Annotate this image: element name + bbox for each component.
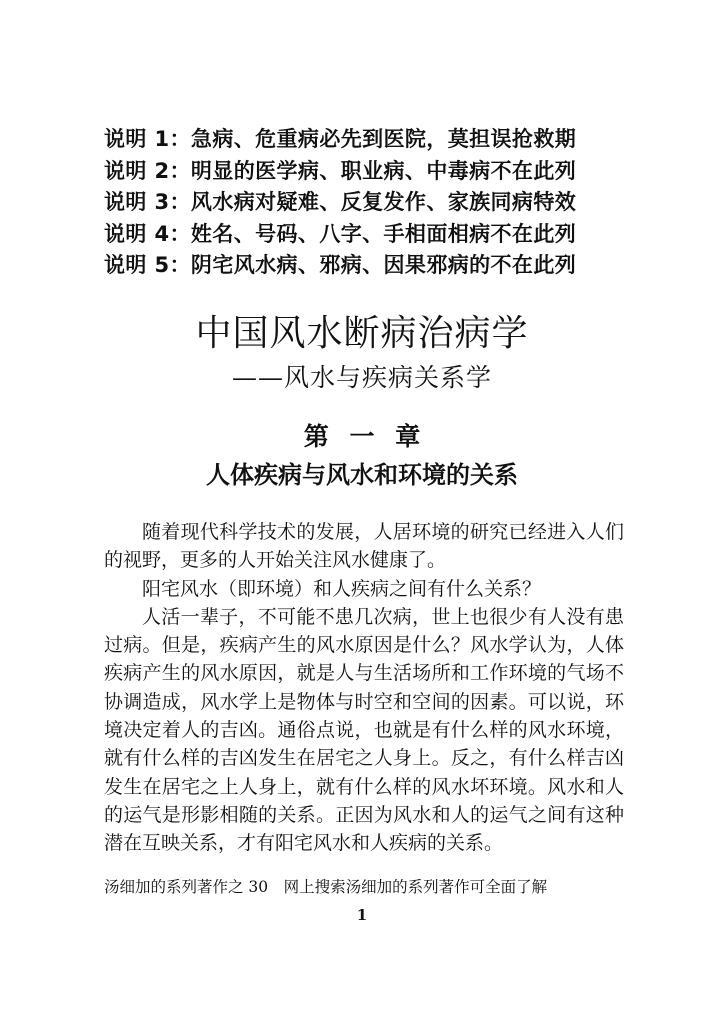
paragraph-3: 人活一辈子，不可能不患几次病，世上也很少有人没有患过病。但是，疾病产生的风水原因是什么？风水学认为，人体疾病产生的风水原因，就是人与生活场所和工作环境的气场不协调造成，风水学上是物体与时空和空间的因素。可以说，环境决定着人的吉凶。通俗点说，也就是有什么样的风水环境，就有什么样的吉凶发生在居宅之人身上。反之，有什么样吉凶发生在居宅之上人身上，就有什么样的风水坏环境。风水和人的运气是形影相随的关系。正因为风水和人的运气之间有这种潜在互映关系，才有阳宅风水和人疾病的关系。 [104, 605, 624, 855]
paragraph-1: 随着现代科学技术的发展，人居环境的研究已经进入人们的视野，更多的人开始关注风水健康了。 [104, 521, 624, 572]
book-title: 中国风水断病治病学 [195, 313, 529, 354]
disclaimer-notes [104, 124, 624, 282]
note-4: 说明 4：姓名、号码、八字、手相面相病不在此列 [104, 221, 577, 246]
note-1: 说明 1：急病、危重病必先到医院，莫担误抢救期 [104, 127, 577, 151]
chapter-body [104, 518, 624, 858]
book-subtitle: ——风水与疾病关系学 [231, 363, 492, 392]
chapter-title: 人体疾病与风水和环境的关系 [206, 461, 518, 489]
note-2: 说明 2：明显的医学病、职业病、中毒病不在此列 [104, 158, 577, 183]
series-footer: 汤细加的系列著作之 30 网上搜索汤细加的系列著作可全面了解 [104, 878, 548, 896]
note-5: 说明 5：阴宅风水病、邪病、因果邪病的不在此列 [104, 253, 577, 277]
page-number: 1 [356, 906, 368, 924]
chapter-number: 第 一 章 [303, 422, 421, 451]
paragraph-2: 阳宅风水（即环境）和人疾病之间有什么关系？ [142, 577, 542, 600]
note-3: 说明 3：风水病对疑难、反复发作、家族同病特效 [104, 190, 577, 214]
